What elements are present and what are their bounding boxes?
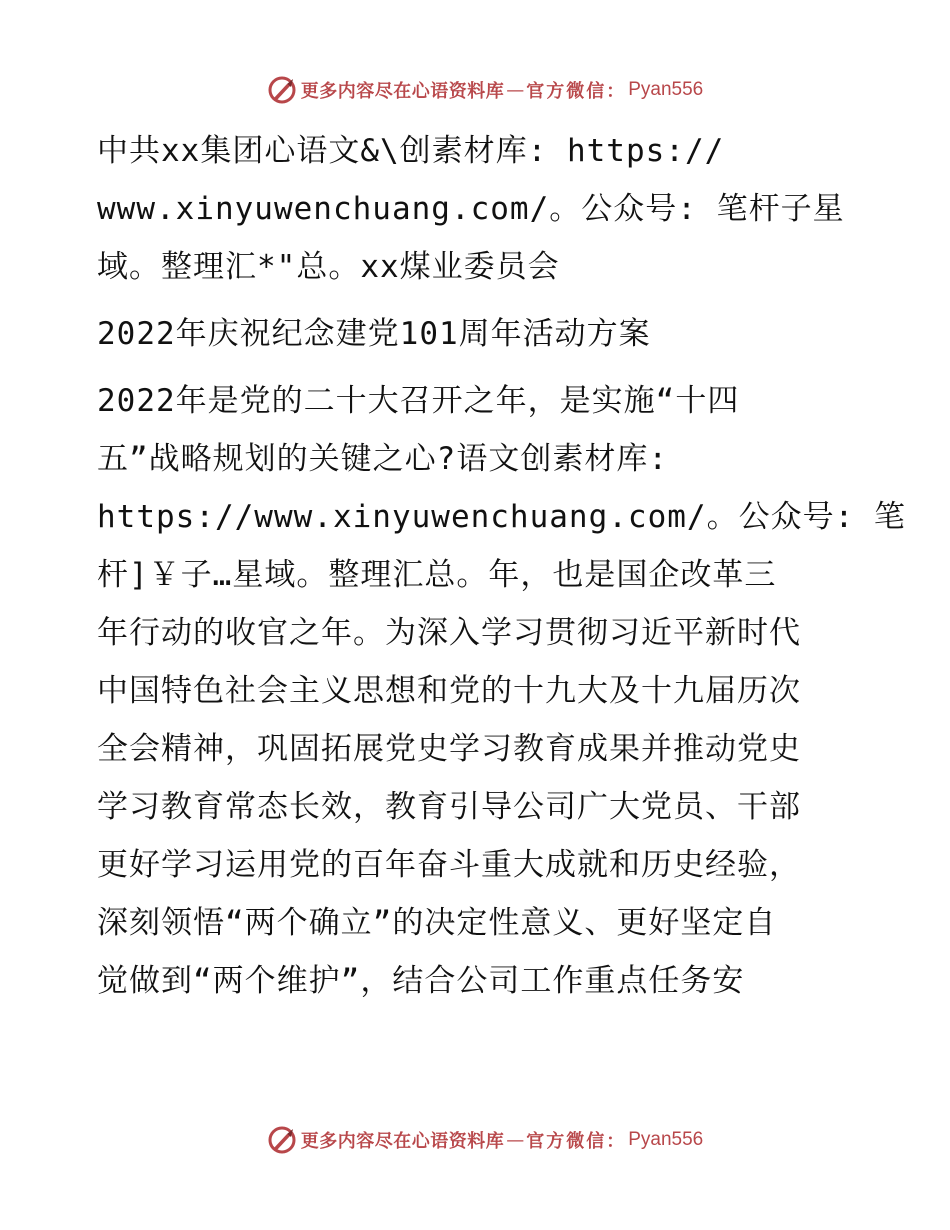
- banner-slogan: 更多内容尽在心语资料库: [300, 1131, 505, 1152]
- document-title: [97, 305, 857, 363]
- text-line: 学习教育常态长效，教育引导公司广大党员、干部: [97, 789, 801, 825]
- text-line: 中共xx集团心语文&\创素材库: https://: [97, 133, 725, 169]
- text-line: 年行动的收官之年。为深入学习贯彻习近平新时代: [97, 615, 801, 651]
- text-line: 觉做到“两个维护”，结合公司工作重点任务安: [97, 963, 745, 999]
- document-body: [97, 122, 906, 1010]
- text-line: 中国特色社会主义思想和党的十九大及十九届历次: [97, 673, 801, 709]
- paragraph-gap: [97, 363, 857, 372]
- text-line: 五”战略规划的关键之心?语文创素材库:: [97, 441, 668, 477]
- text-line: 全会精神，巩固拓展党史学习教育成果并推动党史: [97, 731, 801, 767]
- text-line: 深刻领悟“两个确立”的决定性意义、更好坚定自: [97, 905, 777, 941]
- intro-paragraph: [97, 122, 857, 296]
- header-banner-content: [267, 75, 704, 105]
- text-line: www.xinyuwenchuang.com/。公众号: 笔杆子星: [97, 191, 845, 227]
- banner-wechat-id: Pyan556: [628, 1129, 704, 1150]
- text-line: 更好学习运用党的百年奋斗重大成就和历史经验，: [97, 847, 801, 883]
- banner-wechat-label: 官方微信：: [526, 1131, 627, 1152]
- text-line: 2022年是党的二十大召开之年，是实施“十四: [97, 383, 740, 419]
- quill-logo-icon: [267, 1125, 297, 1155]
- banner-dash: —: [506, 79, 525, 101]
- title-line: 2022年庆祝纪念建党101周年活动方案: [97, 316, 651, 352]
- quill-logo-icon: [267, 75, 297, 105]
- footer-banner: [0, 1120, 950, 1160]
- banner-dash: —: [506, 1129, 525, 1151]
- footer-banner-content: [267, 1125, 704, 1155]
- text-line: https://www.xinyuwenchuang.com/。公众号: 笔: [97, 499, 906, 535]
- text-line: 杆]￥子…星域。整理汇总。年，也是国企改革三: [97, 557, 777, 593]
- header-banner: [0, 70, 950, 110]
- banner-wechat-label: 官方微信：: [526, 81, 627, 102]
- paragraph-gap: [97, 296, 857, 305]
- main-paragraph: [97, 372, 906, 1010]
- banner-wechat-id: Pyan556: [628, 79, 704, 100]
- banner-slogan: 更多内容尽在心语资料库: [300, 81, 505, 102]
- text-line: 域。整理汇*"总。xx煤业委员会: [97, 249, 560, 285]
